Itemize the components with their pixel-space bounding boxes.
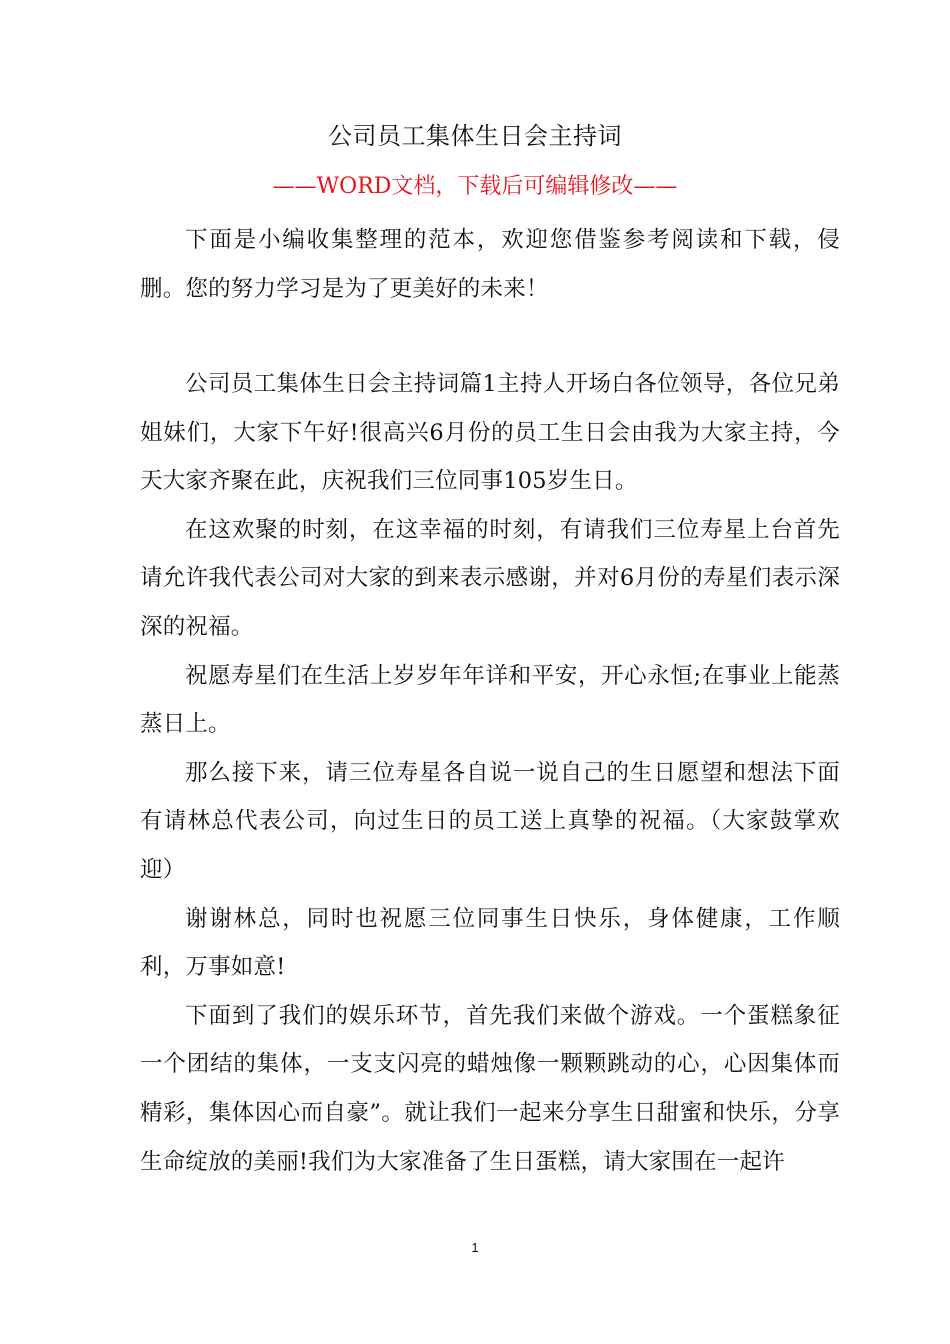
intro-paragraph: 下面是小编收集整理的范本，欢迎您借鉴参考阅读和下载，侵删。您的努力学习是为了更美好的未来！ [140,227,840,302]
page-number: 1 [471,1240,479,1255]
paragraph-1: 公司员工集体生日会主持词篇1主持人开场白各位领导，各位兄弟姐妹们，大家下午好!很高兴6月份的员工生日会由我为大家主持，今天大家齐聚在此，庆祝我们三位同事105岁生日。 [140,371,840,495]
paragraph-5: 谢谢林总，同时也祝愿三位同事生日快乐，身体健康，工作顺利，万事如意! [140,905,840,981]
document-title: 公司员工集体生日会主持词 [328,122,622,150]
main-content [140,360,840,1186]
intro-block [140,216,840,313]
paragraph-2: 在这欢聚的时刻，在这幸福的时刻，有请我们三位寿星上台首先请允许我代表公司对大家的到来表示感谢，并对6月份的寿星们表示深深的祝福。 [140,516,840,640]
paragraph-3: 祝愿寿星们在生活上岁岁年年详和平安，开心永恒;在事业上能蒸蒸日上。 [140,662,840,738]
paragraph-4: 那么接下来，请三位寿星各自说一说自己的生日愿望和想法下面有请林总代表公司，向过生日的员工送上真挚的祝福。（大家鼓掌欢迎） [140,759,840,883]
document-subtitle: ——WORD文档，下载后可编辑修改—— [272,174,678,199]
paragraph-6: 下面到了我们的娱乐环节，首先我们来做个游戏。一个蛋糕象征一个团结的集体，一支支闪亮的蜡烛像一颗颗跳动的心，心因集体而精彩，集体因心而自豪”。就让我们一起来分享生日甜蜜和快乐，分享生命绽放的美丽!我们为大家准备了生日蛋糕，请大家围在一起许 [140,1002,840,1175]
